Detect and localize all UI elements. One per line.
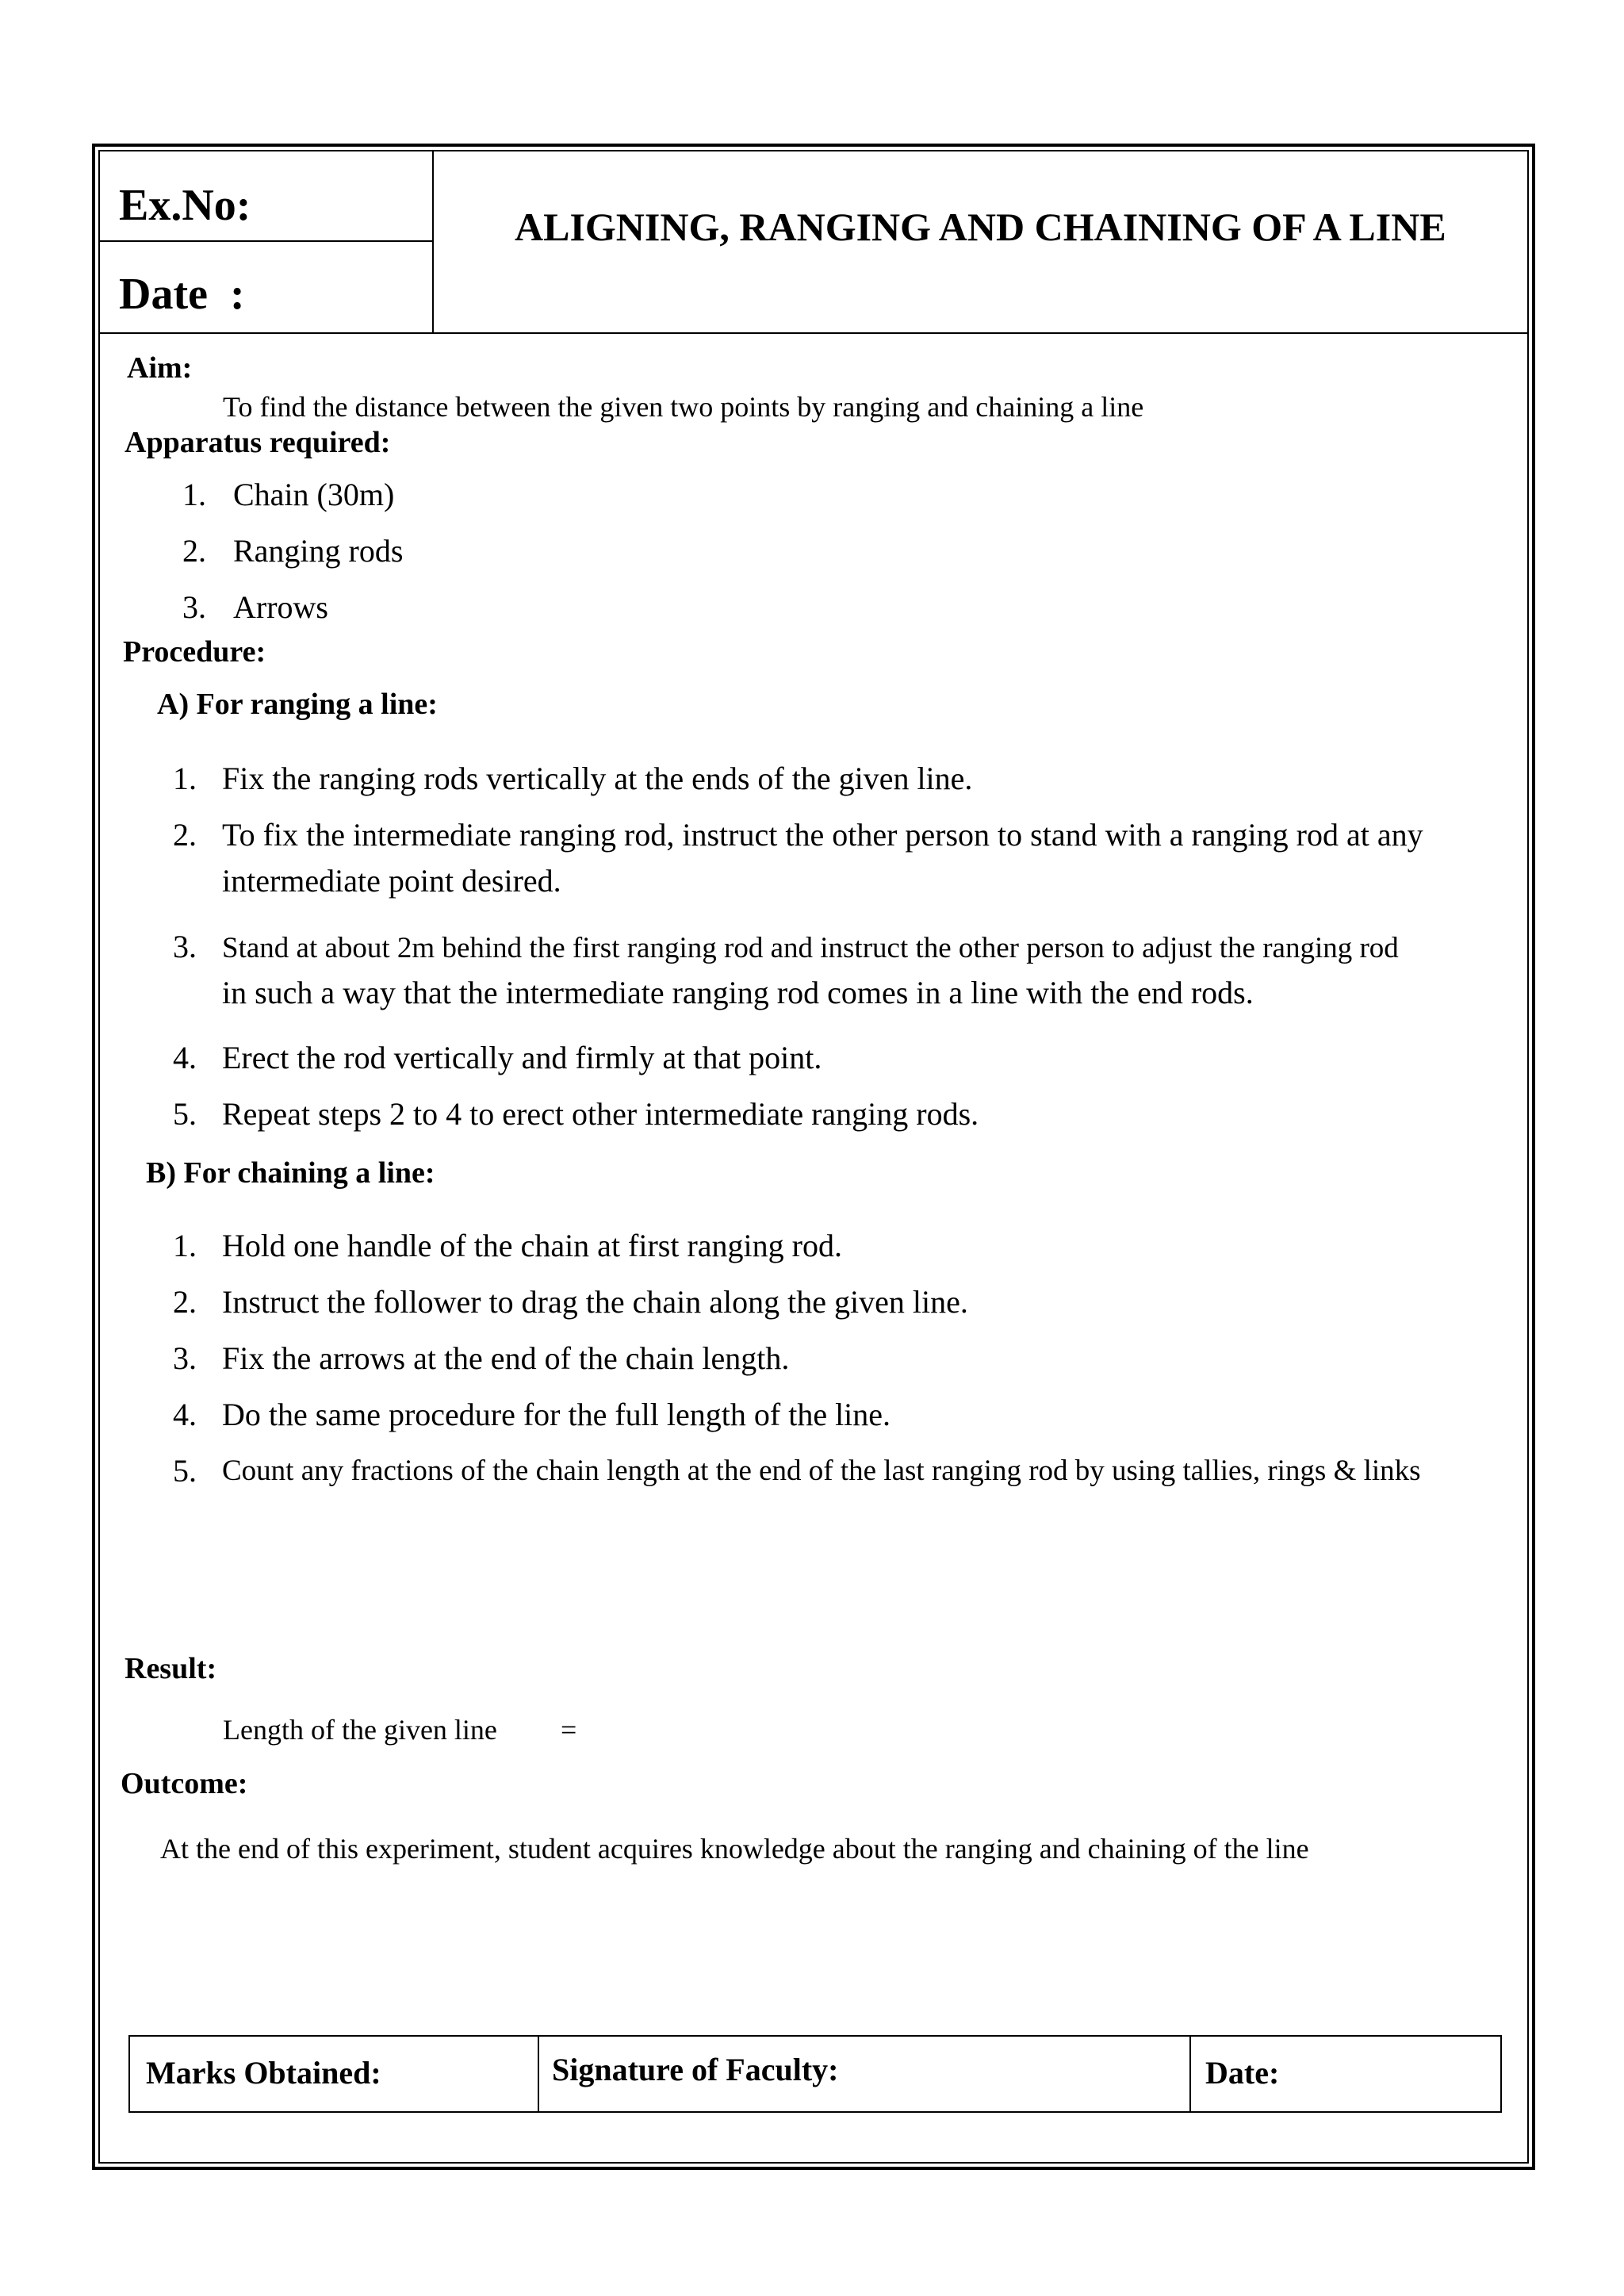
list-item-number: 3. xyxy=(173,1340,197,1376)
result-label: Length of the given line xyxy=(223,1714,497,1746)
list-item-text-continued: intermediate point desired. xyxy=(222,863,561,899)
list-item-number: 1. xyxy=(173,761,197,796)
list-item-number: 2. xyxy=(173,1284,197,1320)
marks-label: Marks Obtained: xyxy=(146,2055,381,2091)
list-item-text: Repeat steps 2 to 4 to erect other intermediate ranging rods. xyxy=(222,1096,979,1132)
list-item-text: Arrows xyxy=(233,589,328,625)
procedure-heading: Procedure: xyxy=(123,635,266,669)
list-item-number: 1. xyxy=(173,1228,197,1263)
list-item-number: 4. xyxy=(173,1040,197,1075)
date-label: Date : xyxy=(119,270,245,319)
list-item-text: To fix the intermediate ranging rod, instruct the other person to stand with a ranging rod at any xyxy=(222,817,1423,853)
aim-heading: Aim: xyxy=(127,351,193,385)
signature-label: Signature of Faculty: xyxy=(552,2052,839,2087)
result-heading: Result: xyxy=(124,1652,217,1685)
list-item-number: 2. xyxy=(173,817,197,853)
list-item-text: Stand at about 2m behind the first ranging rod and instruct the other person to adjust the ranging rod xyxy=(222,932,1399,964)
page-title: ALIGNING, RANGING AND CHAINING OF A LINE xyxy=(515,205,1446,249)
header-row xyxy=(98,150,1529,334)
list-item-text: Ranging rods xyxy=(233,533,404,569)
header-divider xyxy=(98,240,432,242)
aim-text: To find the distance between the given two points by ranging and chaining a line xyxy=(223,391,1144,423)
list-item-text: Chain (30m) xyxy=(233,477,395,512)
list-item-number: 5. xyxy=(173,1096,197,1132)
list-item-text: Do the same procedure for the full length of the line. xyxy=(222,1397,891,1432)
outcome-heading: Outcome: xyxy=(121,1767,248,1800)
date-cell xyxy=(1191,2037,1500,2111)
list-item-text-continued: in such a way that the intermediate ranging rod comes in a line with the end rods. xyxy=(222,975,1254,1010)
header-left-cell xyxy=(98,150,434,332)
signature-cell xyxy=(539,2037,1189,2111)
list-item-number: 2. xyxy=(182,533,206,569)
list-item-text: Count any fractions of the chain length at the end of the last ranging rod by using tallies, rings & links xyxy=(222,1455,1421,1487)
list-item-text: Fix the ranging rods vertically at the ends of the given line. xyxy=(222,761,973,796)
outcome-text: At the end of this experiment, student acquires knowledge about the ranging and chaining of the line xyxy=(160,1833,1309,1865)
list-item-number: 5. xyxy=(173,1453,197,1489)
apparatus-heading: Apparatus required: xyxy=(124,426,391,459)
list-item-text: Erect the rod vertically and firmly at that point. xyxy=(222,1040,822,1075)
exno-label: Ex.No: xyxy=(119,181,251,230)
list-item-text: Instruct the follower to drag the chain along the given line. xyxy=(222,1284,968,1320)
list-item-number: 3. xyxy=(182,589,206,625)
chaining-heading: B) For chaining a line: xyxy=(146,1156,435,1190)
list-item-number: 3. xyxy=(173,929,197,964)
ranging-heading: A) For ranging a line: xyxy=(157,688,438,721)
marks-table xyxy=(128,2035,1502,2113)
result-equals: = xyxy=(561,1714,577,1746)
marks-cell xyxy=(130,2037,538,2111)
list-item-number: 1. xyxy=(182,477,206,512)
list-item-number: 4. xyxy=(173,1397,197,1432)
footer-date-label: Date: xyxy=(1205,2055,1280,2091)
list-item-text: Hold one handle of the chain at first ranging rod. xyxy=(222,1228,842,1263)
list-item-text: Fix the arrows at the end of the chain length. xyxy=(222,1340,790,1376)
